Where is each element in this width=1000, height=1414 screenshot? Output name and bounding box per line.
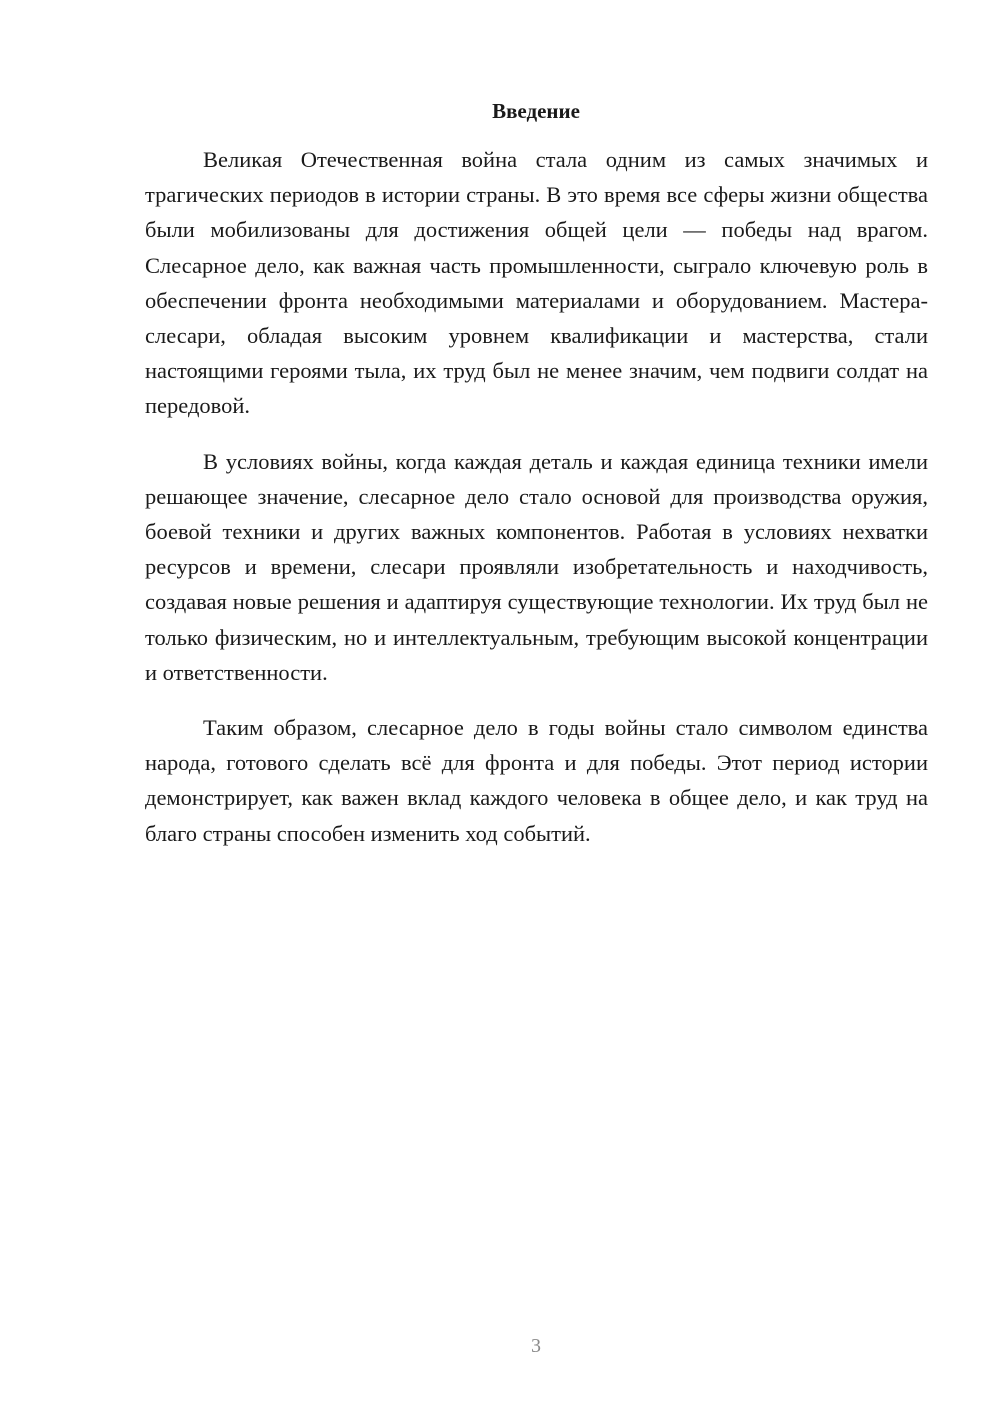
paragraph-2: В условиях войны, когда каждая деталь и каждая единица техники имели решающее значение, слесарное дело стало основой для производства оружия, боевой техники и других важных компонентов. Работая в условиях нехватки ресурсов и времени, слесари проявляли изобретательность и находчивость, создавая новые решения и адаптируя существующие технологии. Их труд был не только физическим, но и интеллектуальным, требующим высокой концентрации и ответственности. bbox=[145, 448, 928, 685]
body-text bbox=[145, 142, 928, 871]
paragraph-3: Таким образом, слесарное дело в годы войны стало символом единства народа, готового сделать всё для фронта и для победы. Этот период истории демонстрирует, как важен вклад каждого человека в общее дело, и как труд на благо страны способен изменить ход событий. bbox=[145, 715, 928, 846]
paragraph-1: Великая Отечественная война стала одним из самых значимых и трагических периодов в истории страны. В это время все сферы жизни общества были мобилизованы для достижения общей цели — победы над врагом. Слесарное дело, как важная часть промышленности, сыграло ключевую роль в обеспечении фронта необходимыми материалами и оборудованием. Мастера-слесари, обладая высоким уровнем квалификации и мастерства, стали настоящими героями тыла, их труд был не менее значим, чем подвиги солдат на передовой. bbox=[145, 147, 928, 419]
page-title: Введение bbox=[492, 99, 580, 123]
page-number: 3 bbox=[531, 1335, 541, 1357]
